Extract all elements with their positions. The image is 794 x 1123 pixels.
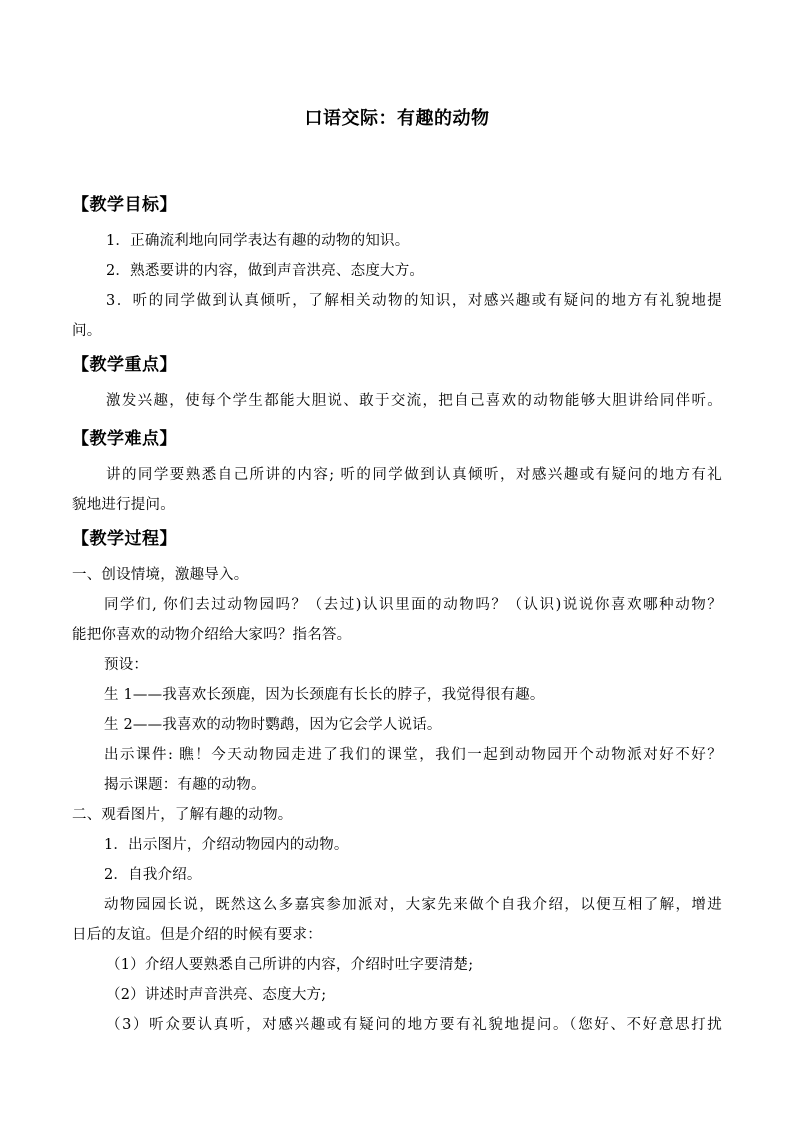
heading-teaching-goals: 【教学目标】 xyxy=(72,195,177,215)
key-points-text: 激发兴趣，使每个学生都能大胆说、敢于交流，把自己喜欢的动物能够大胆讲给同伴听。 xyxy=(106,393,722,409)
process-part-1-paragraph-line-1: 同学们, 你们去过动物园吗？（去过)认识里面的动物吗？（认识)说说你喜欢哪种动物？ xyxy=(104,597,722,613)
requirement-3: （3）听众要认真听，对感兴趣或有疑问的地方要有礼貌地提问。（您好、不好意思打扰 xyxy=(106,1017,722,1033)
student-1-answer: 生 1——我喜欢长颈鹿，因为长颈鹿有长长的脖子，我觉得很有趣。 xyxy=(104,687,545,703)
goal-item-3-line-2: 问。 xyxy=(72,323,102,339)
preset-label: 预设： xyxy=(104,657,149,673)
goal-item-3-line-1: 3．听的同学做到认真倾听，了解相关动物的知识，对感兴趣或有疑问的地方有礼貌地提 xyxy=(106,293,722,309)
process-part-2-paragraph-line-2: 日后的友谊。但是介绍的时候有要求： xyxy=(72,927,322,943)
student-2-answer: 生 2——我喜欢的动物时鹦鹉，因为它会学人说话。 xyxy=(104,717,442,733)
requirement-1: （1）介绍人要熟悉自己所讲的内容，介绍时吐字要清楚; xyxy=(106,957,474,973)
heading-key-points: 【教学重点】 xyxy=(72,355,177,375)
courseware-text: 出示课件: 瞧！今天动物园走进了我们的课堂，我们一起到动物园开个动物派对好不好？ xyxy=(104,747,722,763)
requirement-2: （2）讲述时声音洪亮、态度大方; xyxy=(106,987,327,1003)
heading-teaching-process: 【教学过程】 xyxy=(72,529,177,549)
page-title: 口语交际：有趣的动物 xyxy=(304,108,490,129)
difficulties-line-1: 讲的同学要熟悉自己所讲的内容; 听的同学做到认真倾听，对感兴趣或有疑问的地方有礼 xyxy=(106,467,722,483)
difficulties-line-2: 貌地进行提问。 xyxy=(72,497,175,513)
process-part-2-paragraph-line-1: 动物园园长说，既然这么多嘉宾参加派对，大家先来做个自我介绍，以便互相了解，增进 xyxy=(104,897,722,913)
reveal-topic: 揭示课题：有趣的动物。 xyxy=(104,777,266,793)
heading-difficulties: 【教学难点】 xyxy=(72,429,177,449)
process-part-1-title: 一、创设情境，激趣导入。 xyxy=(72,567,249,583)
process-part-1-paragraph-line-2: 能把你喜欢的动物介绍给大家吗？指名答。 xyxy=(72,627,352,643)
process-part-2-title: 二、观看图片，了解有趣的动物。 xyxy=(72,807,293,823)
process-part-2-item-2: 2．自我介绍。 xyxy=(104,867,202,883)
goal-item-1: 1．正确流利地向同学表达有趣的动物的知识。 xyxy=(106,233,410,249)
goal-item-2: 2．熟悉要讲的内容，做到声音洪亮、态度大方。 xyxy=(106,263,425,279)
process-part-2-item-1: 1．出示图片，介绍动物园内的动物。 xyxy=(104,837,349,853)
